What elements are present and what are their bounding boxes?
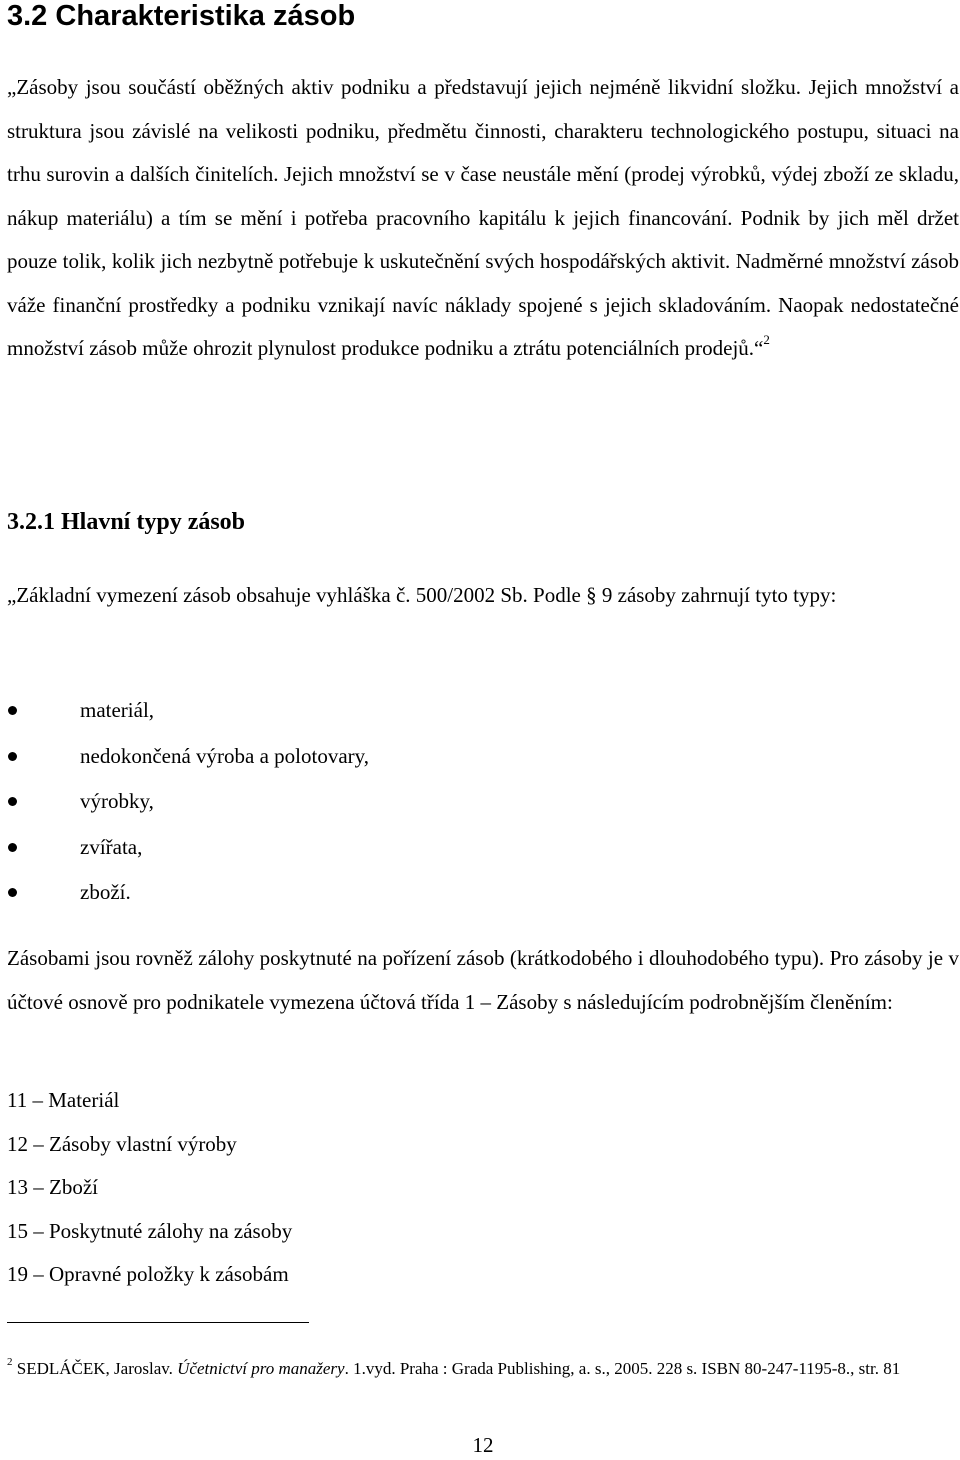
account-item: 19 – Opravné položky k zásobám: [7, 1262, 289, 1287]
inventory-types-list: [7, 688, 907, 916]
list-item: [7, 825, 907, 871]
bullet-icon: [8, 797, 17, 806]
subsection-heading: 3.2.1 Hlavní typy zásob: [7, 509, 246, 535]
account-class-list: [7, 1079, 292, 1297]
account-item: 15 – Poskytnuté zálohy na zásoby: [7, 1218, 293, 1243]
footnote-number: 2: [7, 1356, 13, 1369]
footnote-author: SEDLÁČEK, Jaroslav.: [16, 1359, 173, 1378]
footnote-details: . 1.vyd. Praha : Grada Publishing, a. s., 2005. 228 s. ISBN 80-247-1195-8., str. 81: [344, 1359, 901, 1378]
account-item: 12 – Zásoby vlastní výroby: [7, 1131, 237, 1156]
bullet-icon: [8, 843, 17, 852]
paragraph-advances: Zásobami jsou rovněž zálohy poskytnuté na pořízení zásob (krátkodobého i dlouhodobého typu). Pro zásoby je v účtové osnově pro podnikatele vymezena účtová třída 1 – Zásoby s následujícím podrobnějším členěním:: [7, 946, 959, 1014]
section-heading: 3.2 Charakteristika zásob: [7, 0, 356, 32]
bullet-icon: [8, 888, 17, 897]
footnote: [7, 1356, 959, 1382]
account-item: 11 – Materiál: [7, 1088, 120, 1112]
list-item-label: zboží.: [80, 880, 131, 904]
paragraph-inventory-characteristics: [7, 66, 959, 371]
bullet-icon: [8, 752, 17, 761]
list-item: [7, 870, 907, 916]
list-item: [7, 688, 907, 734]
list-item: [7, 734, 907, 780]
footnote-reference[interactable]: 2: [763, 332, 770, 347]
list-item-label: výrobky,: [80, 789, 154, 813]
footnote-title: Účetnictví pro manažery: [177, 1359, 345, 1378]
paragraph-regulation: „Základní vymezení zásob obsahuje vyhláška č. 500/2002 Sb. Podle § 9 zásoby zahrnují tyto typy:: [7, 583, 837, 607]
list-item-label: materiál,: [80, 698, 155, 722]
list-item: [7, 779, 907, 825]
page-number: 12: [472, 1433, 494, 1457]
account-item: 13 – Zboží: [7, 1175, 98, 1200]
paragraph-text: „Zásoby jsou součástí oběžných aktiv podniku a představují jejich nejméně likvidní složku. Jejich množství a struktura jsou závislé na velikosti podniku, předmětu činnosti, charakteru technologického postupu, situaci na trhu surovin a dalších činitelích. Jejich množství se v čase neustále mění (prodej výrobků, výdej zboží ze skladu, nákup materiálu) a tím se mění i potřeba pracovního kapitálu k jejich financování. Podnik by jich měl držet pouze tolik, kolik jich nezbytně potřebuje k uskutečnění svých hospodářských aktivit. Nadměrné množství zásob váže finanční prostředky a podniku vznikají navíc náklady spojené s jejich skladováním. Naopak nedostatečné množství zásob může ohrozit plynulost produkce podniku a ztrátu potenciálních prodejů.“: [7, 75, 959, 360]
list-item-label: zvířata,: [80, 834, 143, 859]
list-item-label: nedokončená výroba a polotovary,: [80, 743, 370, 768]
bullet-icon: [8, 706, 17, 715]
footnote-separator: [7, 1322, 309, 1323]
